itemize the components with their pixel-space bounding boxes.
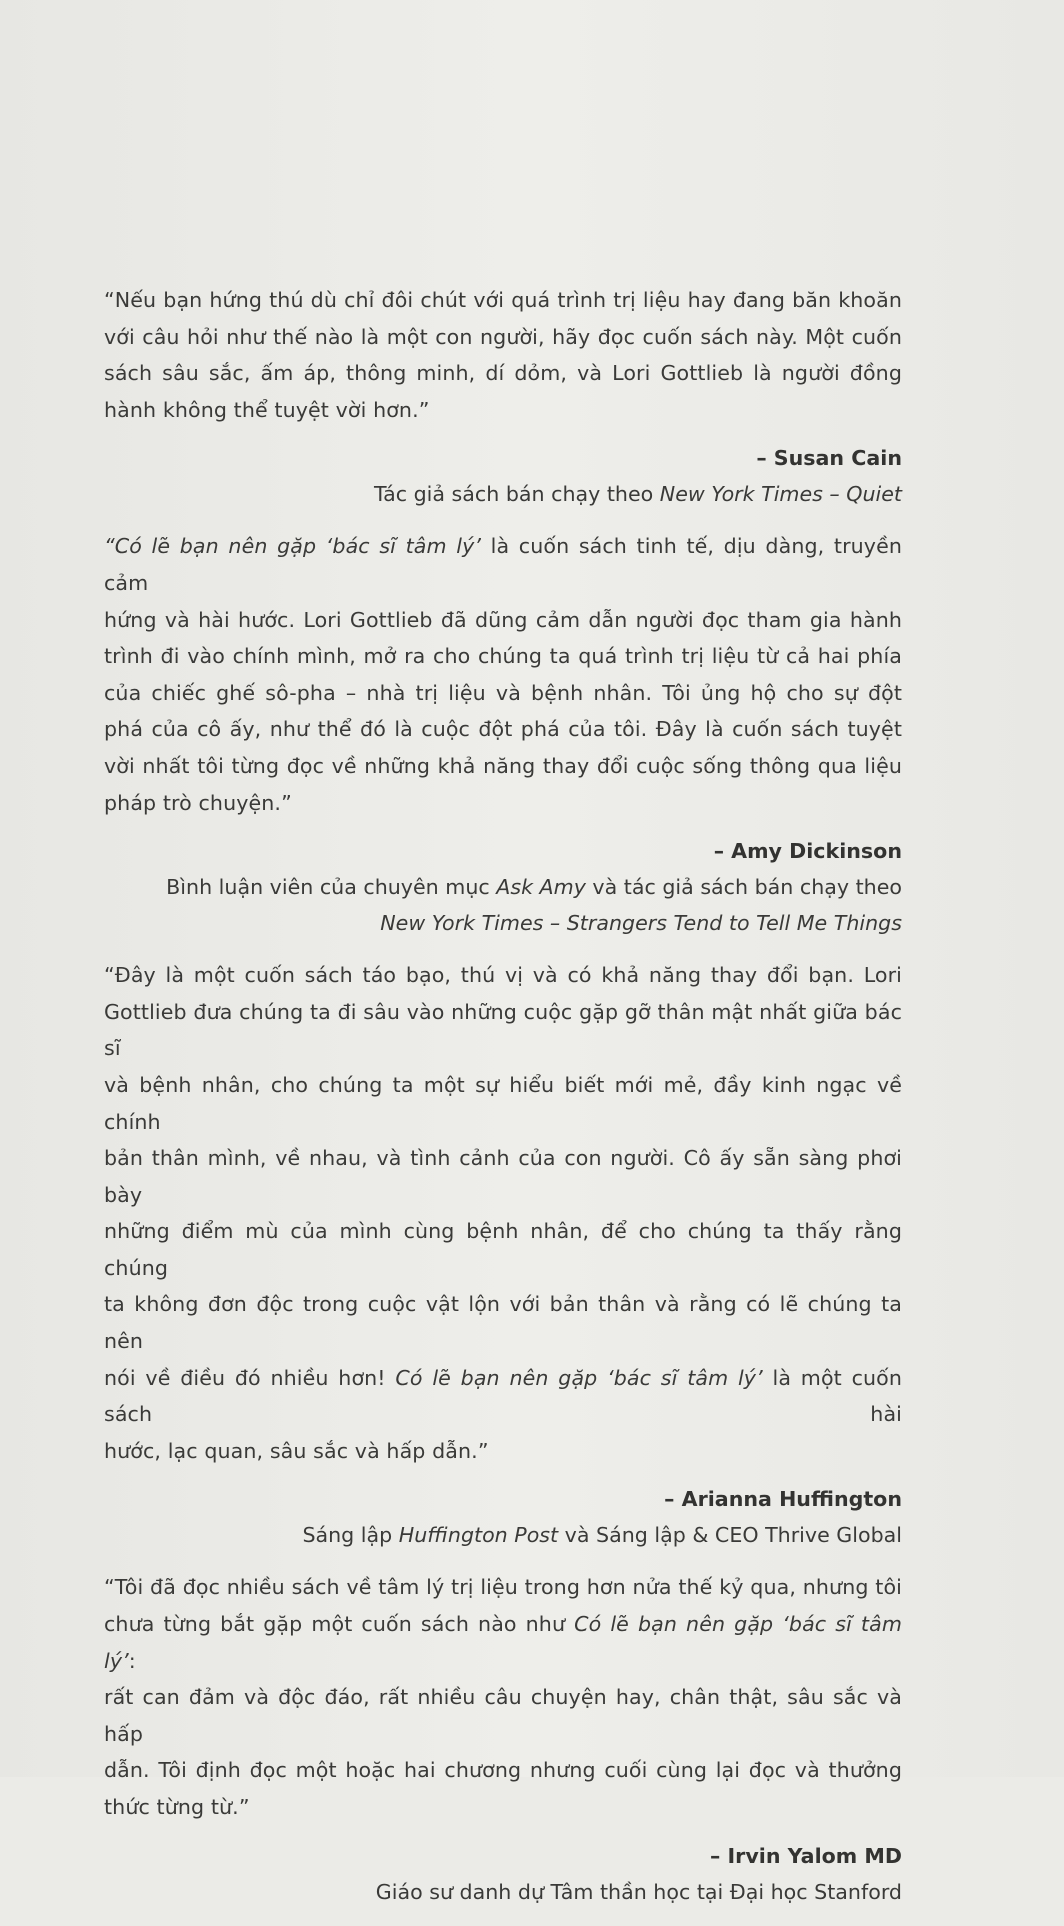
quote-text: là cuốn sách tinh tế, dịu dàng, truyền cảm (104, 534, 903, 595)
testimonial-credit (104, 476, 902, 512)
testimonial-credit: Giáo sư danh dự Tâm thần học tại Đại học Stanford (375, 1879, 902, 1904)
quote-line: và bệnh nhân, cho chúng ta một sự hiểu biết mới mẻ, đầy kinh ngạc về chính (104, 1072, 902, 1134)
quote-line: “Nếu bạn hứng thú dù chỉ đôi chút với quá trình trị liệu hay đang băn khoăn (104, 288, 902, 312)
testimonial-quote (104, 1569, 902, 1825)
testimonial-author: – Irvin Yalom MD (710, 1843, 902, 1868)
credit-italic: New York Times – Quiet (659, 482, 902, 507)
credit-italic: Huffington Post (398, 1523, 559, 1548)
testimonial-arianna-huffington (104, 957, 902, 1553)
testimonial-irvin-yalom (104, 1569, 902, 1909)
quote-line (104, 1606, 902, 1679)
quote-line: với câu hỏi như thế nào là một con người, hãy đọc cuốn sách này. Một cuốn (104, 324, 902, 349)
quote-line: hành không thể tuyệt vời hơn.” (104, 397, 430, 422)
quote-line: hứng và hài hước. Lori Gottlieb đã dũng cảm dẫn người đọc tham gia hành (104, 607, 902, 632)
quote-line: rất can đảm và độc đáo, rất nhiều câu chuyện hay, chân thật, sâu sắc và hấp (104, 1685, 902, 1746)
quote-text: chưa từng bắt gặp một cuốn sách nào như (104, 1612, 575, 1637)
quote-line: dẫn. Tôi định đọc một hoặc hai chương nhưng cuối cùng lại đọc và thưởng (104, 1758, 902, 1783)
credit-italic: New York Times – Strangers Tend to Tell Me Things (380, 911, 902, 936)
testimonial-amy-dickinson (104, 528, 902, 941)
credit-text: Sáng lập (302, 1523, 399, 1548)
praise-section (104, 282, 902, 1926)
testimonial-quote (104, 957, 902, 1469)
testimonial-author: – Amy Dickinson (713, 839, 902, 864)
quote-line: “Tôi đã đọc nhiều sách về tâm lý trị liệu trong hơn nửa thế kỷ qua, nhưng tôi (104, 1575, 902, 1600)
quote-line: pháp trò chuyện.” (104, 790, 292, 815)
quote-line (104, 1360, 902, 1433)
testimonial-quote (104, 528, 902, 821)
testimonial-susan-cain (104, 282, 902, 512)
quote-line: của chiếc ghế sô-pha – nhà trị liệu và bệnh nhân. Tôi ủng hộ cho sự đột (104, 680, 902, 705)
quote-text: là một cuốn sách hài (104, 1365, 902, 1427)
quote-line: phá của cô ấy, như thể đó là cuộc đột phá của tôi. Đây là cuốn sách tuyệt (104, 717, 902, 742)
testimonial-credit (104, 1517, 902, 1553)
quote-line: ta không đơn độc trong cuộc vật lộn với bản thân và rằng có lẽ chúng ta nên (104, 1292, 902, 1354)
quote-text: : (128, 1648, 136, 1673)
quote-line: thức từng từ.” (104, 1795, 250, 1819)
quote-line: trình đi vào chính mình, mở ra cho chúng ta quá trình trị liệu từ cả hai phía (104, 644, 902, 669)
credit-italic: Ask Amy (496, 875, 586, 900)
quote-line: vời nhất tôi từng đọc về những khả năng thay đổi cuộc sống thông qua liệu (104, 753, 902, 778)
quote-line: Gottlieb đưa chúng ta đi sâu vào những cuộc gặp gỡ thân mật nhất giữa bác sĩ (104, 999, 902, 1061)
credit-text: Tác giả sách bán chạy theo (373, 482, 660, 507)
book-title-italic: Có lẽ bạn nên gặp ‘bác sĩ tâm lý’ (395, 1365, 763, 1390)
quote-line: bản thân mình, về nhau, và tình cảnh của con người. Cô ấy sẵn sàng phơi bày (104, 1146, 902, 1207)
quote-line (104, 528, 902, 601)
credit-text: và Sáng lập & CEO Thrive Global (558, 1523, 902, 1548)
quote-text: nói về điều đó nhiều hơn! (104, 1365, 396, 1390)
quote-line: hước, lạc quan, sâu sắc và hấp dẫn.” (104, 1438, 489, 1463)
quote-line: những điểm mù của mình cùng bệnh nhân, để cho chúng ta thấy rằng chúng (104, 1219, 902, 1280)
credit-text: Bình luận viên của chuyên mục (166, 875, 497, 900)
testimonial-author: – Susan Cain (756, 446, 902, 471)
testimonial-credit-line2 (104, 905, 902, 941)
book-title-italic: Có lẽ bạn nên gặp ‘bác sĩ tâm lý’ (104, 1612, 902, 1673)
testimonial-author: – Arianna Huffington (664, 1487, 902, 1512)
credit-text: và tác giả sách bán chạy theo (585, 875, 902, 900)
testimonial-credit (104, 869, 902, 905)
book-title-italic: “Có lẽ bạn nên gặp ‘bác sĩ tâm lý’ (104, 534, 482, 559)
testimonial-quote (104, 282, 902, 428)
quote-line: sách sâu sắc, ấm áp, thông minh, dí dỏm, và Lori Gottlieb là người đồng (104, 361, 902, 386)
quote-line: “Đây là một cuốn sách táo bạo, thú vị và có khả năng thay đổi bạn. Lori (104, 963, 902, 988)
